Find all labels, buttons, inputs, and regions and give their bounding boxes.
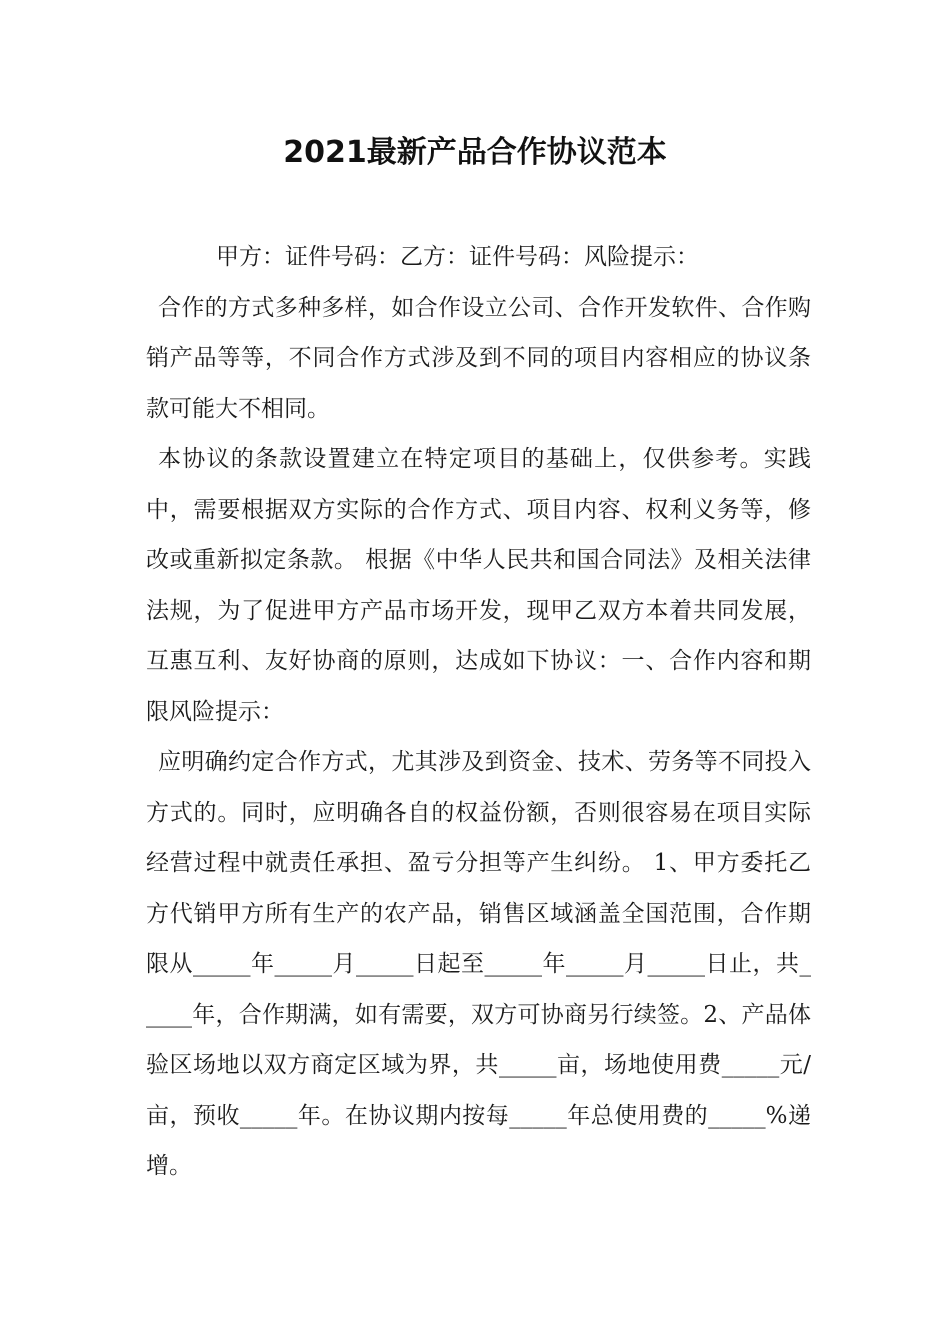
document-body — [146, 232, 811, 1192]
paragraph-parties: 甲方：证件号码：乙方：证件号码：风险提示： — [216, 244, 699, 270]
paragraph-cooperation-terms: 应明确约定合作方式，尤其涉及到资金、技术、劳务等不同投入方式的。同时，应明确各自的权益份额，否则很容易在项目实际经营过程中就责任承担、盈亏分担等产生纠纷。 1、甲方委托乙方代销甲方所有生产的农产品，销售区域涵盖全国范围，合作期限从_____年_____月_____日起至_____年_____月_____日止，共_____年，合作期满，如有需要，双方可协商另行续签。2、产品体验区场地以双方商定区域为界，共_____亩，场地使用费_____元/亩，预收_____年。在协议期内按每_____年总使用费的_____%递增。 — [146, 749, 811, 1179]
document-title: 2021最新产品合作协议范本 — [283, 135, 667, 170]
paragraph-risk-note-cooperation: 合作的方式多种多样，如合作设立公司、合作开发软件、合作购销产品等等，不同合作方式涉及到不同的项目内容相应的协议条款可能大不相同。 — [146, 294, 811, 422]
paragraph-agreement-basis: 本协议的条款设置建立在特定项目的基础上，仅供参考。实践中，需要根据双方实际的合作方式、项目内容、权利义务等，修改或重新拟定条款。 根据《中华人民共和国合同法》及相关法律法规，为了促进甲方产品市场开发，现甲乙双方本着共同发展，互惠互利、友好协商的原则，达成如下协议：一、合作内容和期限风险提示： — [146, 446, 811, 725]
